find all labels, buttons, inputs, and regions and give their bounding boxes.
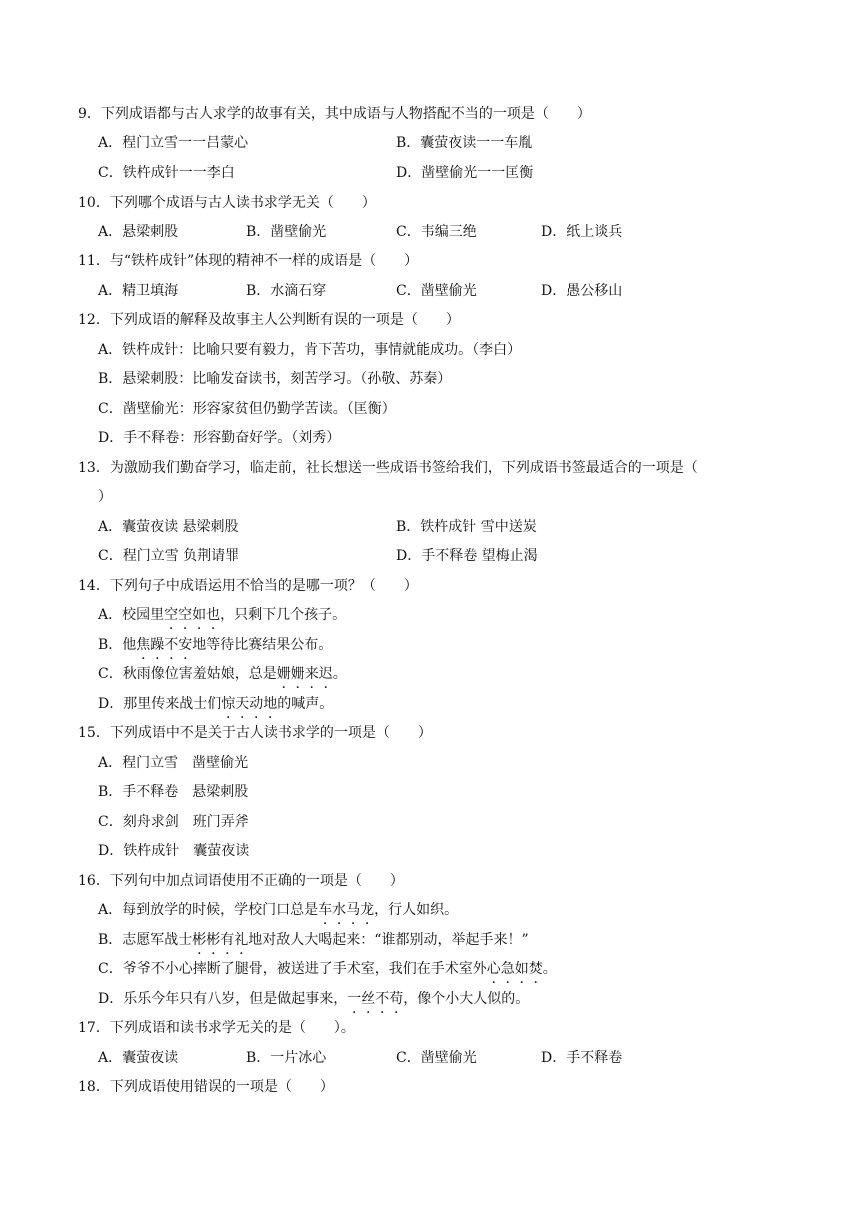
question-11-option-b: B．水滴石穿 [246,283,327,299]
question-14-option-b: B．他焦躁不安地等待比赛结果公布。 [98,637,333,653]
question-17-option-d: D．手不释卷 [541,1050,623,1066]
question-18-stem: 18．下列成语使用错误的一项是（ ） [78,1079,334,1095]
question-14-stem: 14．下列句子中成语运用不恰当的是哪一项？（ ） [78,578,418,594]
question-12-option-d: D．手不释卷：形容勤奋好学。（刘秀） [98,430,341,446]
question-15-option-c: C．刻舟求剑 班门弄斧 [98,814,249,830]
question-9-stem: 9．下列成语都与古人求学的故事有关，其中成语与人物搭配不当的一项是（ ） [78,106,591,122]
question-9-option-b: B．囊萤夜读一一车胤 [396,135,533,151]
question-16-option-d: D．乐乐今年只有八岁，但是做起事来，一丝不苟，像个小大人似的。 [98,991,530,1007]
question-17-option-a: A．囊萤夜读 [98,1050,179,1066]
question-15-option-d: D．铁杵成针 囊萤夜读 [98,843,250,859]
question-14-option-d: D．那里传来战士们惊天动地的喊声。 [98,696,334,712]
question-17-option-b: B．一片冰心 [246,1050,327,1066]
question-13-stem: 13．为激励我们勤奋学习，临走前，社长想送一些成语书签给我们，下列成语书签最适合的一项是（ [78,460,698,476]
question-13-option-a: A．囊萤夜读 悬梁刺股 [98,519,239,535]
question-9-option-d: D．凿壁偷光一一匡衡 [396,165,534,181]
question-16-stem: 16．下列句中加点词语使用不正确的一项是（ ） [78,873,404,889]
question-12-option-a: A．铁杵成针：比喻只要有毅力，肯下苦功，事情就能成功。（李白） [98,342,522,358]
question-16-option-c: C．爷爷不小心摔断了腿骨，被送进了手术室，我们在手术室外心急如焚。 [98,961,557,977]
question-16-option-b: B．志愿军战士彬彬有礼地对敌人大喝起来：“谁都别动，举起手来！” [98,932,529,948]
question-11-option-c: C．凿壁偷光 [396,283,477,299]
question-15-option-a: A．程门立雪 凿壁偷光 [98,755,249,771]
question-10-option-a: A．悬梁刺股 [98,224,179,240]
question-17-option-c: C．凿壁偷光 [396,1050,477,1066]
question-13-option-b: B．铁杵成针 雪中送炭 [396,519,537,535]
question-11-option-d: D．愚公移山 [541,283,623,299]
question-11-option-a: A．精卫填海 [98,283,179,299]
question-11-stem: 11．与“铁杵成针”体现的精神不一样的成语是（ ） [78,253,419,269]
question-15-stem: 15．下列成语中不是关于古人读书求学的一项是（ ） [78,725,432,741]
question-16-option-a: A．每到放学的时候，学校门口总是车水马龙，行人如织。 [98,902,459,918]
question-10-option-c: C．韦编三绝 [396,224,477,240]
question-13-option-d: D．手不释卷 望梅止渴 [396,548,538,564]
question-14-option-a: A．校园里空空如也，只剩下几个孩子。 [98,607,347,623]
question-10-option-d: D．纸上谈兵 [541,224,623,240]
question-9-option-c: C．铁杵成针一一李白 [98,165,235,181]
question-17-stem: 17．下列成语和读书求学无关的是（ ）。 [78,1020,355,1036]
question-12-option-c: C．凿壁偷光：形容家贫但仍勤学苦读。（匡衡） [98,401,396,417]
question-12-stem: 12．下列成语的解释及故事主人公判断有误的一项是（ ） [78,312,460,328]
question-12-option-b: B．悬梁刺股：比喻发奋读书，刻苦学习。（孙敬、苏秦） [98,371,452,387]
question-13-stem-continued: ） [98,489,112,505]
question-15-option-b: B．手不释卷 悬梁刺股 [98,784,249,800]
question-10-option-b: B．凿壁偷光 [246,224,327,240]
question-14-option-c: C．秋雨像位害羞姑娘，总是姗姗来迟。 [98,666,347,682]
question-10-stem: 10．下列哪个成语与古人读书求学无关（ ） [78,195,376,211]
question-9-option-a: A．程门立雪一一吕蒙心 [98,135,249,151]
question-13-option-c: C．程门立雪 负荆请罪 [98,548,240,564]
